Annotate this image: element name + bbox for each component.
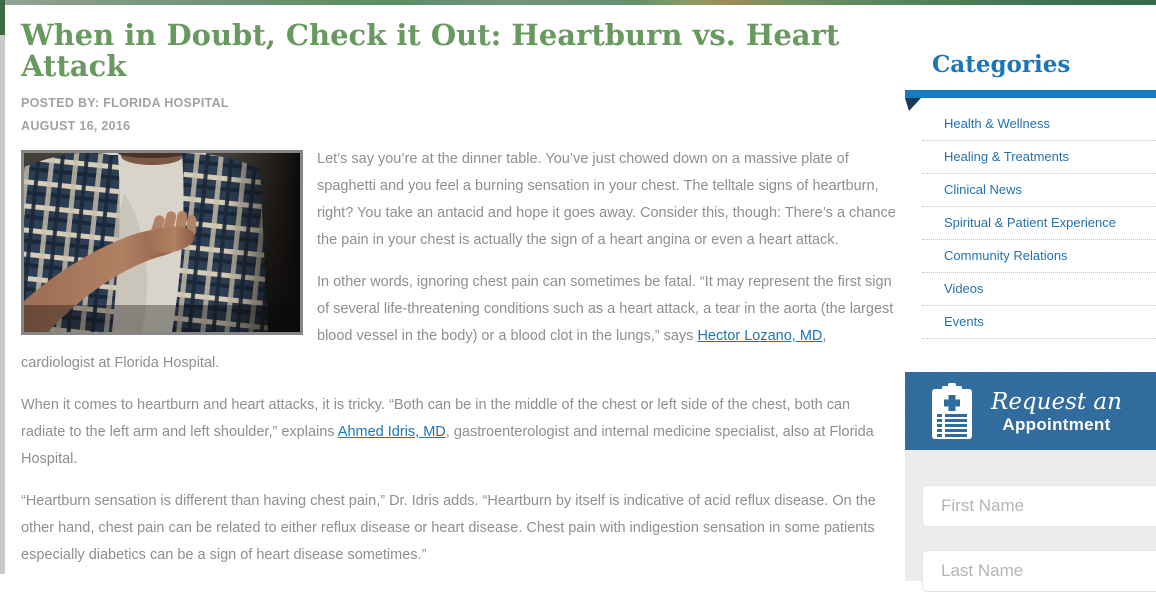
request-appointment-label	[991, 389, 1122, 434]
first-name-input[interactable]	[922, 485, 1156, 527]
list-item	[922, 174, 1156, 207]
clipboard-icon	[930, 383, 974, 440]
ahmed-idris-link[interactable]: Ahmed Idris, MD	[337, 424, 446, 440]
left-edge-strip	[0, 0, 5, 574]
list-item	[922, 273, 1156, 306]
ribbon-fold	[905, 98, 921, 111]
category-link-videos[interactable]: Videos	[944, 281, 984, 296]
appointment-form	[905, 450, 1156, 581]
left-edge-strip-top	[0, 0, 5, 35]
article-main	[21, 20, 896, 584]
request-appointment-banner[interactable]	[905, 372, 1156, 450]
category-link-spiritual-patient-experience[interactable]: Spiritual & Patient Experience	[944, 215, 1116, 230]
category-link-events[interactable]: Events	[944, 314, 984, 329]
page-title	[21, 20, 896, 82]
paragraph-3-text: When it comes to heartburn and heart attacks, it is tricky. “Both can be in the middle of the chest or left side of the chest, both can radiate to the left arm and left shoulder,” explains	[21, 397, 851, 440]
hector-lozano-link[interactable]: Hector Lozano, MD	[697, 328, 823, 344]
paragraph-4: “Heartburn sensation is different than having chest pain,” Dr. Idris adds. “Heartburn by itself is indicative of acid reflux disease. On the other hand, chest pain can be related to either reflux disease or heart disease. Chest pain with indigestion sensation in some patients especially diabetics can be a sign of heart disease sometimes.”	[21, 493, 876, 563]
paragraph-3	[21, 392, 896, 473]
list-item	[922, 240, 1156, 273]
page-title-line2: Attack	[21, 49, 127, 83]
sidebar	[905, 0, 1156, 574]
paragraph-2-text: In other words, ignoring chest pain can sometimes be fatal. “It may represent the first sign of several life-threatening conditions such as a heart attack, a tear in the aorta (the largest blood vessel in the body) or a blood clot in the lungs,” says	[317, 274, 894, 344]
paragraph-1: Let’s say you’re at the dinner table. You’ve just chowed down on a massive plate of spaghetti and you feel a burning sensation in your chest. The telltale signs of heartburn, right? You take an antacid and hope it goes away. Consider this, though: There’s a chance the pain in your chest is actually the sign of a heart angina or even a heart attack.	[317, 151, 896, 248]
list-item	[922, 141, 1156, 174]
posted-by-label: POSTED BY: FLORIDA HOSPITAL	[21, 96, 229, 110]
list-item	[922, 207, 1156, 240]
categories-heading: Categories	[932, 51, 1071, 78]
category-link-community-relations[interactable]: Community Relations	[944, 248, 1068, 263]
categories-list	[922, 108, 1156, 339]
list-item	[922, 108, 1156, 141]
last-name-input[interactable]	[922, 550, 1156, 592]
article-body	[21, 146, 896, 569]
request-an-text: Request an	[991, 388, 1122, 415]
categories-ribbon	[905, 90, 1156, 98]
paragraph-2-text-after: , cardiologist at Florida Hospital.	[21, 328, 827, 371]
page-title-line1: When in Doubt, Check it Out: Heartburn vs. Heart	[21, 18, 840, 52]
paragraph-3-text-after: , gastroenterologist and internal medicine specialist, also at Florida Hospital.	[21, 424, 874, 467]
article-meta	[21, 92, 896, 138]
list-item	[922, 306, 1156, 339]
category-link-healing-treatments[interactable]: Healing & Treatments	[944, 149, 1070, 164]
chest-pain-photo	[21, 150, 303, 335]
category-link-clinical-news[interactable]: Clinical News	[944, 182, 1023, 197]
category-link-health-wellness[interactable]: Health & Wellness	[944, 116, 1050, 131]
appointment-text: Appointment	[1002, 414, 1111, 434]
post-date-label: AUGUST 16, 2016	[21, 119, 131, 133]
